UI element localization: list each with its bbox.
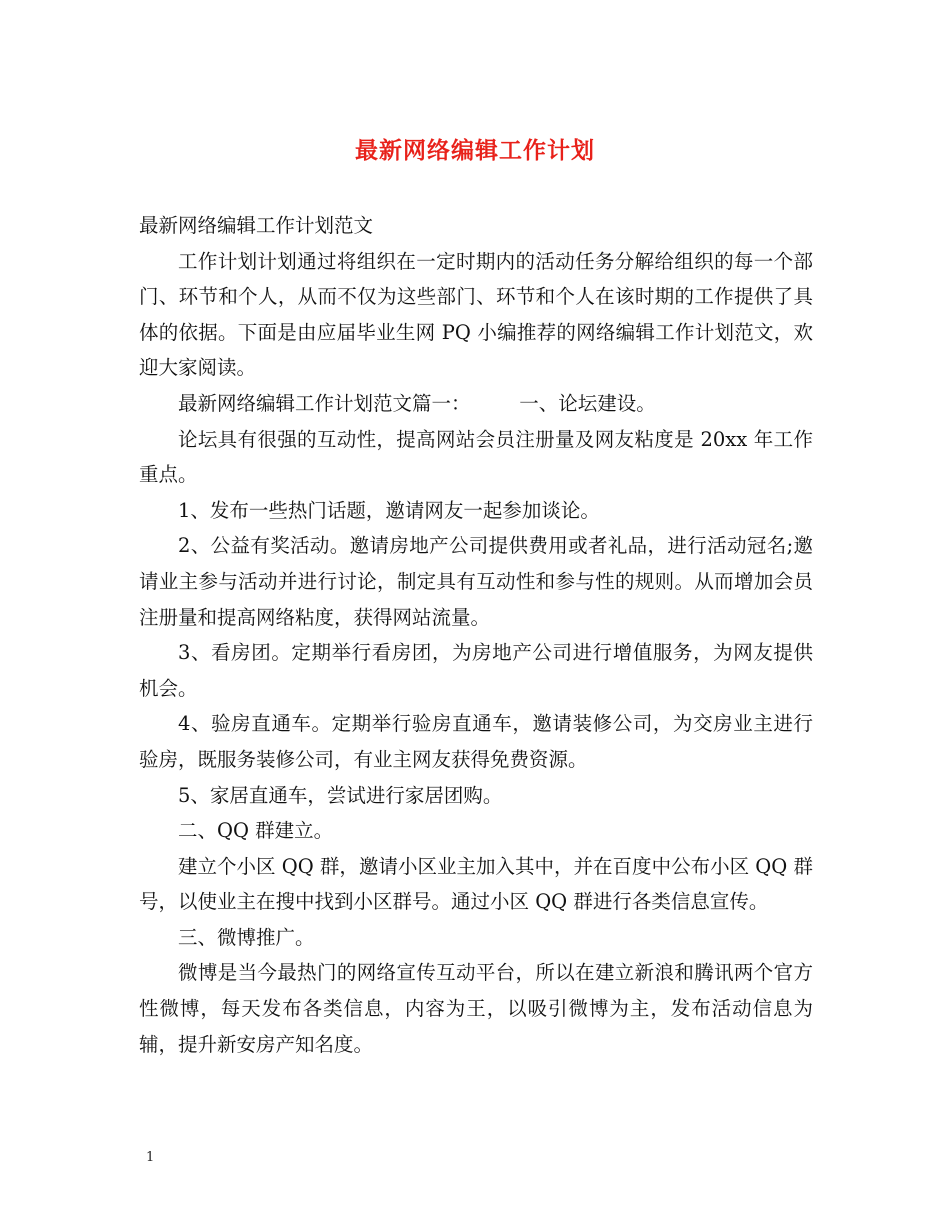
paragraph-weibo: 微博是当今最热门的网络宣传互动平台，所以在建立新浪和腾讯两个官方性微博，每天发布各类信息，内容为王，以吸引微博为主，发布活动信息为辅，提升新安房产知名度。 xyxy=(139,961,813,1056)
paragraph-item-2: 2、公益有奖活动。邀请房地产公司提供费用或者礼品，进行活动冠名;邀请业主参与活动并进行讨论，制定具有互动性和参与性的规则。从而增加会员注册量和提高网络粘度，获得网站流量。 xyxy=(139,534,813,629)
paragraph-section-one-heading: 最新网络编辑工作计划范文篇一： 一、论坛建设。 xyxy=(178,391,656,415)
document-title: 最新网络编辑工作计划 xyxy=(355,137,595,164)
paragraph-item-4: 4、验房直通车。定期举行验房直通车，邀请装修公司，为交房业主进行验房，既服务装修公司，有业主网友获得免费资源。 xyxy=(139,712,813,771)
paragraph-section-two-heading: 二、QQ 群建立。 xyxy=(178,819,334,843)
document-body xyxy=(139,208,813,1062)
paragraph-intro: 工作计划计划通过将组织在一定时期内的活动任务分解给组织的每一个部门、环节和个人，从而不仅为这些部门、环节和个人在该时期的工作提供了具体的依据。下面是由应届毕业生网 PQ 小编推荐的网络编辑工作计划范文，欢迎大家阅读。 xyxy=(139,249,813,380)
paragraph-section-three-heading: 三、微博推广。 xyxy=(178,925,315,949)
paragraph-item-3: 3、看房团。定期举行看房团，为房地产公司进行增值服务，为网友提供机会。 xyxy=(139,641,813,700)
paragraph-forum-focus: 论坛具有很强的互动性，提高网站会员注册量及网友粘度是 20xx 年工作重点。 xyxy=(139,427,813,487)
page-number: 1 xyxy=(146,1150,155,1165)
paragraph-item-1: 1、发布一些热门话题，邀请网友一起参加谈论。 xyxy=(178,498,600,522)
paragraph-item-5: 5、家居直通车，尝试进行家居团购。 xyxy=(178,783,503,807)
paragraph-qq-group: 建立个小区 QQ 群，邀请小区业主加入其中，并在百度中公布小区 QQ 群号，以使业主在搜中找到小区群号。通过小区 QQ 群进行各类信息宣传。 xyxy=(139,854,813,914)
document-subtitle: 最新网络编辑工作计划范文 xyxy=(139,214,374,237)
